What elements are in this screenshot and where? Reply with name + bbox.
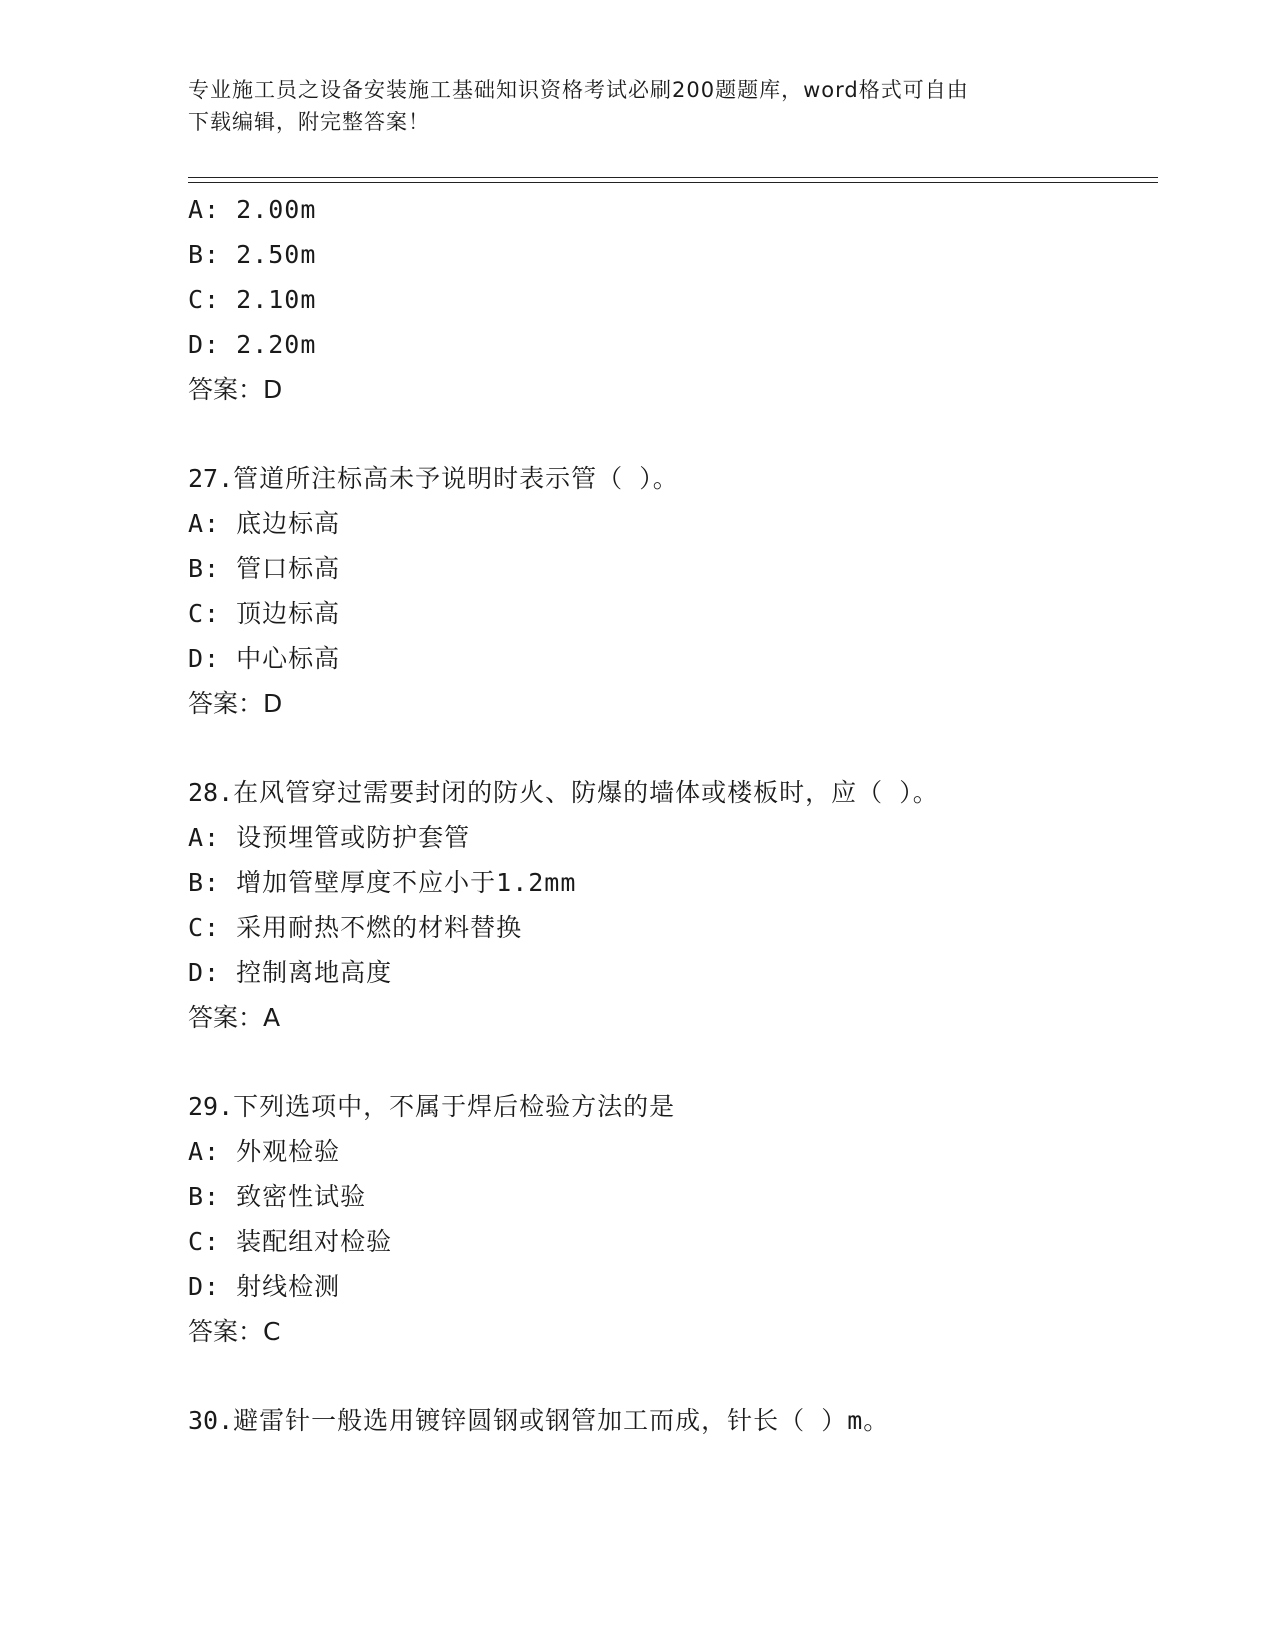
q29-number: 29. [188,1092,234,1121]
q27-answer: 答案：D [188,689,283,718]
q27-stem-line [188,464,679,494]
q26-option-a: A: 2.00m [188,195,317,224]
q29-option-a: A: 外观检验 [188,1137,341,1166]
q28-option-b: B: 增加管壁厚度不应小于1.2mm [188,868,577,897]
header-divider-bottom [188,182,1158,183]
document-header [188,74,1088,138]
q28-number: 28. [188,778,234,807]
q30-number: 30. [188,1406,234,1435]
q28-option-a: A: 设预埋管或防护套管 [188,823,471,852]
q26-option-c: C: 2.10m [188,285,317,314]
q29-option-b: B: 致密性试验 [188,1182,367,1211]
q30-stem-line [188,1406,889,1436]
q28-option-d: D: 控制离地高度 [188,958,393,987]
q26-option-b: B: 2.50m [188,240,317,269]
q27-option-b: B: 管口标高 [188,554,341,583]
header-divider-top [188,177,1158,178]
q29-answer: 答案：C [188,1317,281,1346]
q27-option-c: C: 顶边标高 [188,599,341,628]
q28-option-c: C: 采用耐热不燃的材料替换 [188,913,523,942]
header-title-line-1: 专业施工员之设备安装施工基础知识资格考试必刷200题题库，word格式可自由 [188,78,969,102]
q27-number: 27. [188,464,234,493]
q29-stem-line [188,1092,675,1122]
q26-answer: 答案：D [188,375,283,404]
header-title-line-2: 下载编辑，附完整答案！ [188,110,430,134]
q28-answer: 答案：A [188,1003,281,1032]
q29-stem: 下列选项中，不属于焊后检验方法的是 [233,1092,676,1121]
q27-option-a: A: 底边标高 [188,509,341,538]
q29-option-c: C: 装配组对检验 [188,1227,393,1256]
q30-stem: 避雷针一般选用镀锌圆钢或钢管加工而成，针长（ ）m。 [233,1406,890,1435]
q29-option-d: D: 射线检测 [188,1272,341,1301]
q28-stem: 在风管穿过需要封闭的防火、防爆的墙体或楼板时，应（ ）。 [233,778,939,807]
q27-option-d: D: 中心标高 [188,644,341,673]
q27-stem: 管道所注标高未予说明时表示管（ ）。 [233,464,679,493]
q28-stem-line [188,778,939,808]
q26-option-d: D: 2.20m [188,330,317,359]
